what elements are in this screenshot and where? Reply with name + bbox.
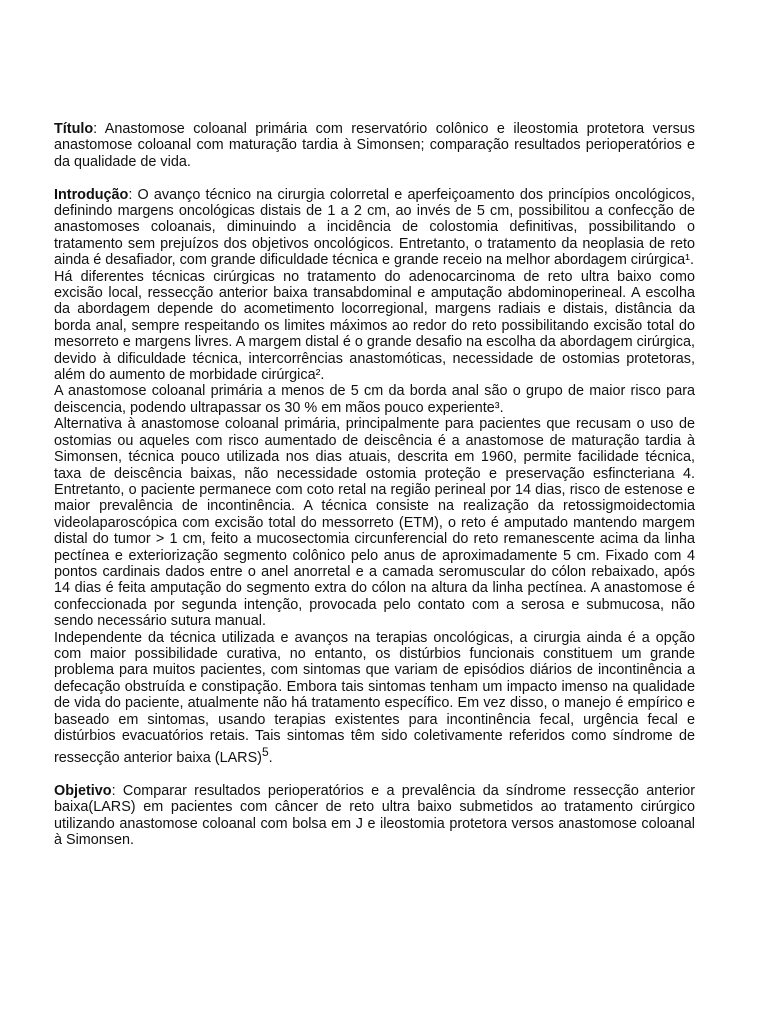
intro-label: Introdução <box>54 186 129 203</box>
intro-paragraph-2: Há diferentes técnicas cirúrgicas no tratamento do adenocarcinoma de reto ultra baixo como excisão local, ressecção anterior baixa transabdominal e amputação abdominoperineal. A escolha da abordagem depende do acometimento locorregional, margens radiais e distais, distância da borda anal, sempre respeitando os limites máximos ao redor do reto possibilitando excisão total do mesorreto e margens livres. A margem distal é o grande desafio na escolha da abordagem cirúrgica, devido à dificuldade técnica, intercorrências anastomóticas, necessidade de ostomias protetoras, além do aumento de morbidade cirúrgica². <box>54 268 695 384</box>
spacer <box>54 170 695 186</box>
title-text: : Anastomose coloanal primária com reservatório colônico e ileostomia protetora versus anastomose coloanal com maturação tardia à Simonsen; comparação resultados perioperatórios e da qualidade de vida. <box>54 121 695 170</box>
intro-paragraph-1 <box>54 187 695 269</box>
intro-paragraph-3: A anastomose coloanal primária a menos de 5 cm da borda anal são o grupo de maior risco para deiscencia, podendo ultrapassar os 30 % em mãos pouco experiente³. <box>54 383 695 416</box>
intro-paragraph-4: Alternativa à anastomose coloanal primária, principalmente para pacientes que recusam o uso de ostomias ou aqueles com risco aumentado de deiscência é a anastomose de maturação tardia à Simonsen, técnica pouco utilizada nos dias atuais, descrita em 1960, permite facilidade técnica, taxa de deiscência baixas, não necessidade ostomia proteção e preservação esfincteriana 4. Entretanto, o paciente permanece com coto retal na região perineal por 14 dias, risco de estenose e maior prevalência de incontinência. A técnica consiste na realização da retossigmoidectomia videolaparoscópica com excisão total do messorreto (ETM), o reto é amputado mantendo margem distal do tumor > 1 cm, feito a mucosectomia circunferencial do reto remanescente acima da linha pectínea e exteriorização segmento colônico pelo anus de aproximadamente 5 cm. Fixado com 4 pontos cardinais dados entre o anel anorretal e a camada seromuscular do cólon rebaixado, após 14 dias é feita amputação do segmento extra do cólon na altura da linha pectínea. A anastomose é confeccionada por segunda intenção, provocada pelo contato com a serosa e submucosa, não sendo necessário sutura manual. <box>54 416 695 630</box>
objective-text: : Comparar resultados perioperatórios e a prevalência da síndrome ressecção anterior baixa(LARS) em pacientes com câncer de reto ultra baixo submetidos ao tratamento cirúrgico utilizando anastomose coloanal com bolsa em J e ileostomia protetora versos anastomose coloanal à Simonsen. <box>54 783 695 849</box>
objective-paragraph <box>54 783 695 849</box>
footnote-ref: 5 <box>261 745 269 760</box>
title-label: Título <box>54 121 94 137</box>
spacer <box>54 767 695 783</box>
title-paragraph <box>54 121 695 170</box>
intro-paragraph-5 <box>54 630 695 767</box>
intro-text-5: Independente da técnica utilizada e avanços na terapias oncológicas, a cirurgia ainda é a opção com maior possibilidade curativa, no entanto, os distúrbios funcionais constituem um grande problema para muitos pacientes, com sintomas que variam de episódios diários de incontinência a defecação obstruída e constipação. Embora tais sintomas tenham um impacto imenso na qualidade de vida do paciente, atualmente não há tratamento específico. Em vez disso, o manejo é empírico e baseado em sintomas, usando terapias existentes para incontinência fecal, urgência fecal e distúrbios evacuatórios retais. Tais sintomas têm sido coletivamente referidos como síndrome de ressecção anterior baixa (LARS) <box>54 629 695 767</box>
intro-text-1: : O avanço técnico na cirurgia colorretal e aperfeiçoamento dos princípios oncológicos, definindo margens oncológicas distais de 1 a 2 cm, ao invés de 5 cm, possibilitou a confecção de anastomoses coloanais, diminuindo a incidência de colostomia definitivas, possibilitando o tratamento sem prejuízos dos objetivos oncológicos. Entretanto, o tratamento da neoplasia de reto ainda é desafiador, com grande dificuldade técnica e grande receio na melhor abordagem cirúrgica¹. <box>54 186 695 269</box>
intro-text-5-end: . <box>268 750 273 767</box>
objective-label: Objetivo <box>54 783 112 800</box>
document-page <box>54 121 695 849</box>
